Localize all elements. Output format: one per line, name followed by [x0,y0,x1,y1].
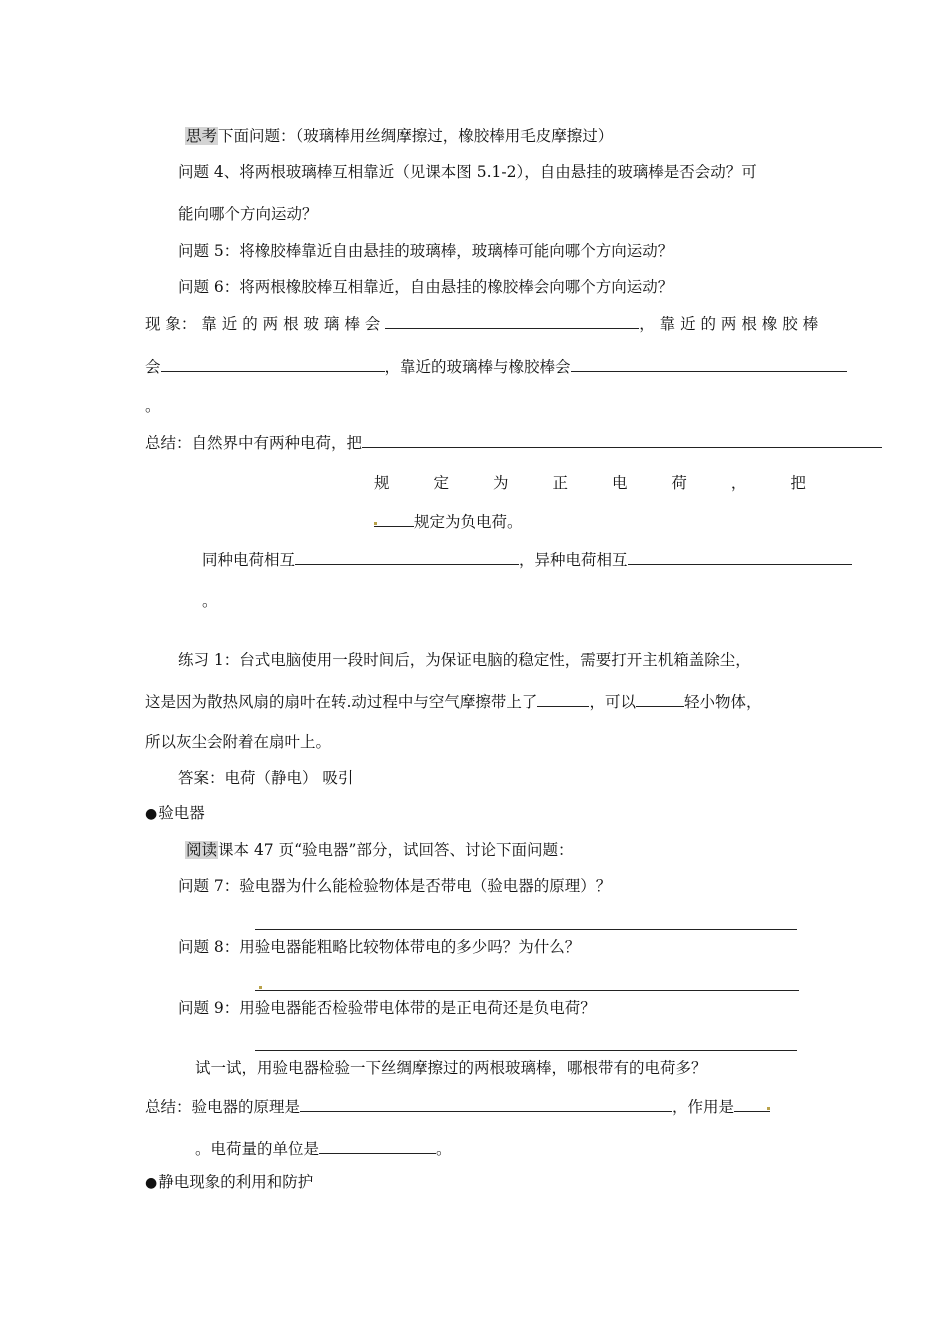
exercise1-line2a: 这是因为散热风扇的扇叶在转.动过程中与空气摩擦带上了 [145,693,538,711]
spread-char: 为 [492,474,509,492]
bullet-icon: ● [145,1175,158,1191]
static-heading [145,1171,313,1194]
electroscope-summary-line [145,1095,770,1118]
phenomenon-part4: ，靠近的玻璃棒与橡胶棒会 [384,358,571,376]
like-charges-label: 同种电荷相互 [202,551,296,569]
phenomenon-line2 [145,355,847,378]
question-8: 问题 8：用验电器能粗略比较物体带电的多少吗？为什么？ [178,938,581,956]
question-8-answer-line[interactable] [255,990,799,991]
question-7: 问题 7：验电器为什么能检验物体是否带电（验电器的原理）？ [178,877,612,895]
think-text: 下面问题：（玻璃棒用丝绸摩擦过，橡胶棒用毛皮摩擦过） [218,127,614,145]
exercise1-line2b: ，可以 [589,693,636,711]
question-4-line1: 问题 4、将两根玻璃棒互相靠近（见课本图 5.1-2），自由悬挂的玻璃棒是否会动？可 [178,163,757,181]
question-5: 问题 5：将橡胶棒靠近自由悬挂的玻璃棒，玻璃棒可能向哪个方向运动？ [178,242,674,260]
rubber-rubber-blank[interactable] [161,355,385,372]
electroscope-heading [145,802,205,825]
exercise-blank-1[interactable] [537,690,589,707]
question-6: 问题 6：将两根橡胶棒互相靠近，自由悬挂的橡胶棒会向哪个方向运动？ [178,278,674,296]
spread-char: 规 [374,474,390,492]
electroscope-principle-blank[interactable] [300,1095,672,1112]
read-text: 课本 47 页“验电器”部分，试回答、讨论下面问题： [218,841,574,859]
electroscope-heading-text: 验电器 [158,804,205,822]
phenomenon-line1 [145,312,818,335]
exercise1-answer: 答案：电荷（静电） 吸引 [178,769,354,787]
summary1-line1 [145,431,882,454]
glass-glass-blank[interactable] [385,312,639,329]
summary1-neg-line [374,510,523,533]
read-line [185,839,573,861]
exercise1-line1: 练习 1：台式电脑使用一段时间后，为保证电脑的稳定性，需要打开主机箱盖除尘， [178,651,751,669]
bullet-icon: ● [145,806,158,822]
phenomenon-end: 。 [145,397,161,415]
edit-mark [374,522,377,525]
edit-mark [259,986,262,989]
phenomenon-part2: ， 靠 近 的 两 根 橡 胶 棒 [639,315,819,333]
charge-unit-prefix: 。电荷量的单位是 [195,1140,320,1158]
question-7-answer-line[interactable] [255,929,797,930]
electroscope-summary-prefix: 总结：验电器的原理是 [145,1098,301,1116]
summary1-neg-text: 规定为负电荷。 [414,513,523,531]
spread-char: 把 [790,474,806,492]
summary1-label: 总结：自然界中有两种电荷，把 [145,434,363,452]
summary1-end: 。 [202,592,218,610]
spread-char: 电 [611,474,628,492]
exercise-blank-2[interactable] [636,690,684,707]
summary1-interaction-line [202,548,852,571]
spread-char: ， [730,474,747,492]
spread-char: 正 [552,474,568,492]
think-highlight: 思考 [186,127,218,145]
question-9: 问题 9：用验电器能否检验带电体带的是正电荷还是负电荷？ [178,999,596,1017]
positive-charge-blank[interactable] [362,431,882,448]
unlike-charges-blank[interactable] [628,548,852,565]
exercise1-line2 [145,690,761,713]
unlike-charges-label: ，异种电荷相互 [519,551,628,569]
phenomenon-part1: 现 象： 靠 近 的 两 根 玻 璃 棒 会 [145,315,381,333]
summary1-spread-line [374,472,806,494]
question-4-line2: 能向哪个方向运动？ [178,205,318,223]
charge-unit-blank[interactable] [319,1137,436,1154]
exercise1-line3: 所以灰尘会附着在扇叶上。 [145,733,332,751]
spread-char: 荷 [671,474,687,492]
negative-charge-blank[interactable] [374,510,414,527]
phenomenon-part3: 会 [145,358,161,376]
electroscope-function-blank[interactable] [734,1095,770,1112]
edit-mark [767,1107,770,1110]
electroscope-summary-mid: ，作用是 [672,1098,735,1116]
like-charges-blank[interactable] [295,548,519,565]
spread-char: 定 [433,474,449,492]
charge-unit-end: 。 [436,1140,452,1158]
charge-unit-line [195,1137,452,1160]
question-9-answer-line[interactable] [255,1050,797,1051]
read-highlight: 阅读 [186,841,218,859]
exercise1-line2c: 轻小物体， [683,693,762,711]
static-heading-text: 静电现象的利用和防护 [158,1173,314,1191]
try-line: 试一试，用验电器检验一下丝绸摩擦过的两根玻璃棒，哪根带有的电荷多？ [195,1059,707,1077]
think-line [185,125,613,147]
glass-rubber-blank[interactable] [571,355,847,372]
